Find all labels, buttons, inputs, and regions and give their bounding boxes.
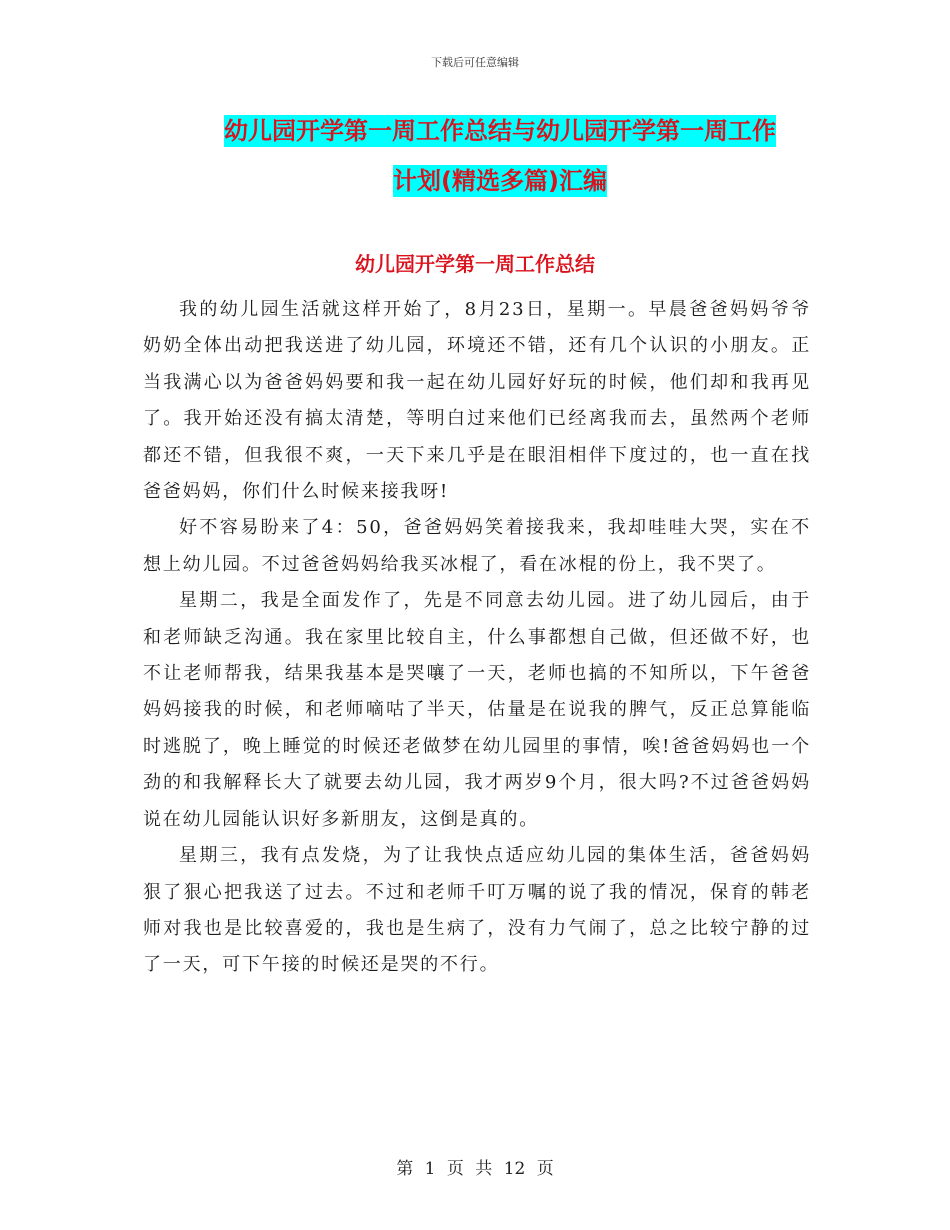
paragraph: 好不容易盼来了4：50，爸爸妈妈笑着接我来，我却哇哇大哭，实在不想上幼儿园。不过爸爸妈妈给我买冰棍了，看在冰棍的份上，我不哭了。 bbox=[143, 517, 811, 575]
section-title: 幼儿园开学第一周工作总结 bbox=[355, 252, 595, 276]
document-title bbox=[120, 106, 880, 206]
document-body bbox=[143, 292, 811, 984]
title-line-2: 计划(精选多篇)汇编 bbox=[393, 167, 607, 195]
title-line-1: 幼儿园开学第一周工作总结与幼儿园开学第一周工作 bbox=[224, 117, 776, 145]
paragraph: 我的幼儿园生活就这样开始了，8月23日，星期一。早晨爸爸妈妈爷爷奶奶全体出动把我送进了幼儿园，环境还不错，还有几个认识的小朋友。正当我满心以为爸爸妈妈要和我一起在幼儿园好好玩的时候，他们却和我再见了。我开始还没有搞太清楚，等明白过来他们已经离我而去，虽然两个老师都还不错，但我很不爽，一天下来几乎是在眼泪相伴下度过的，也一直在找爸爸妈妈，你们什么时候来接我呀! bbox=[143, 299, 811, 503]
paragraph: 星期三，我有点发烧，为了让我快点适应幼儿园的集体生活，爸爸妈妈狠了狠心把我送了过去。不过和老师千叮万嘱的说了我的情况，保育的韩老师对我也是比较喜爱的，我也是生病了，没有力气闹了，总之比较宁静的过了一天，可下午接的时候还是哭的不行。 bbox=[143, 845, 811, 976]
page-footer: 第 1 页 共 12 页 bbox=[396, 1159, 554, 1179]
header-note: 下载后可任意编辑 bbox=[431, 56, 519, 69]
paragraph: 星期二，我是全面发作了，先是不同意去幼儿园。进了幼儿园后，由于和老师缺乏沟通。我在家里比较自主，什么事都想自己做，但还做不好，也不让老师帮我，结果我基本是哭嚷了一天，老师也搞的不知所以，下午爸爸妈妈接我的时候，和老师嘀咕了半天，估量是在说我的脾气，反正总算能临时逃脱了，晚上睡觉的时候还老做梦在幼儿园里的事情，唉!爸爸妈妈也一个劲的和我解释长大了就要去幼儿园，我才两岁9个月，很大吗?不过爸爸妈妈说在幼儿园能认识好多新朋友，这倒是真的。 bbox=[143, 590, 811, 830]
